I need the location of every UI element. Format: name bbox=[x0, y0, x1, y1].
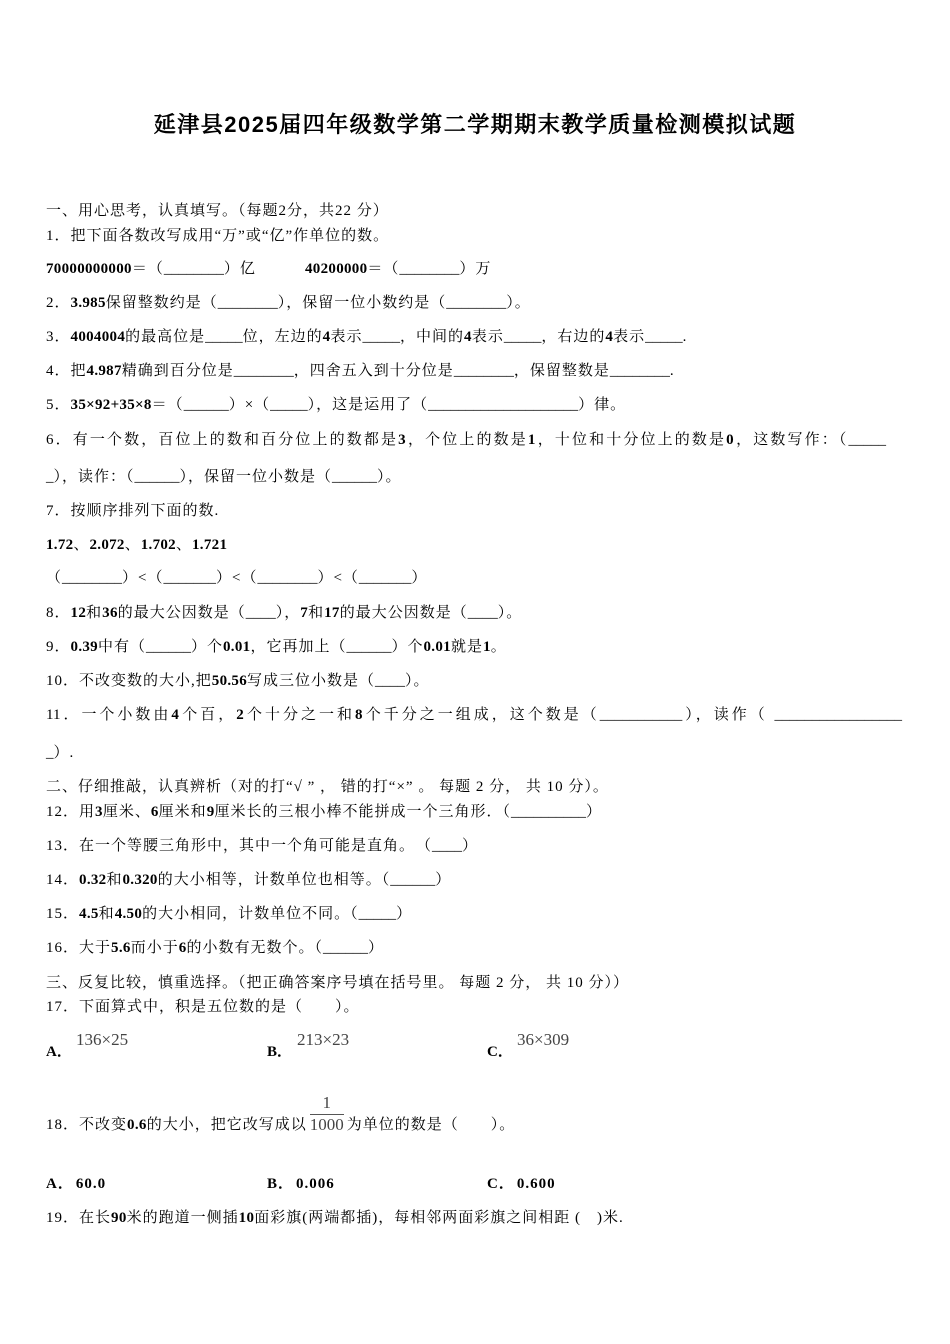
number-text: 1.702 bbox=[140, 537, 176, 553]
number-text: 0.320 bbox=[122, 872, 158, 888]
number-text: 8 bbox=[355, 707, 363, 723]
option-a-label: A． bbox=[46, 1176, 74, 1192]
number-text: 3 bbox=[398, 432, 406, 448]
question-14: 14．0.32和0.320的大小相等，计数单位也相等。（______） bbox=[46, 872, 452, 888]
answer-blank: _____ bbox=[270, 397, 308, 413]
question-18-option-a bbox=[46, 1174, 106, 1194]
number-text: 1.721 bbox=[192, 537, 228, 553]
number-text: 7 bbox=[300, 605, 309, 621]
answer-blank: ______ bbox=[332, 469, 378, 485]
answer-blank: ________ bbox=[257, 570, 318, 586]
answer-blank: ____ bbox=[467, 605, 498, 621]
question-9: 9．0.39中有（______）个0.01，它再加上（______）个0.01就是1。 bbox=[46, 639, 507, 655]
question-10: 10．不改变数的大小,把50.56写成三位小数是（____）。 bbox=[46, 673, 430, 689]
number-text: 40200000 bbox=[305, 261, 368, 277]
section-3-header: 三、反复比较，慎重选择。（把正确答案序号填在括号里。 每题 2 分， 共 10 分）） bbox=[46, 975, 630, 991]
number-text: 3.985 bbox=[70, 295, 106, 311]
answer-blank: ___________ bbox=[599, 707, 683, 723]
question-11-line-1: 11．一个小数由4个百，2个十分之一和8个千分之一组成，这个数是（___________），读作（ _________________ bbox=[46, 707, 902, 723]
question-12: 12．用3厘米、6厘米和9厘米长的三根小棒不能拼成一个三角形．（__________） bbox=[46, 804, 603, 820]
option-a-value: 60.0 bbox=[75, 1176, 107, 1192]
number-text: 4 bbox=[322, 329, 331, 345]
answer-blank: _____ bbox=[503, 329, 542, 345]
number-text: 4.50 bbox=[114, 906, 143, 922]
section-2-header: 二、仔细推敲，认真辨析（对的打“√ ” ， 错的打“×” 。 每题 2 分， 共 10 分）。 bbox=[46, 779, 609, 795]
number-text: 6 bbox=[178, 940, 187, 956]
question-18-option-b bbox=[267, 1174, 335, 1194]
number-text: 0.01 bbox=[423, 639, 451, 655]
number-text: 4 bbox=[171, 707, 180, 723]
answer-blank: ______ bbox=[390, 872, 436, 888]
option-b-formula: 213×23 bbox=[297, 1030, 350, 1049]
number-text: 1 bbox=[527, 432, 536, 448]
question-17-option-a bbox=[46, 1028, 246, 1064]
question-6-line-2: _），读作：（______），保留一位小数是（______）。 bbox=[46, 469, 402, 485]
option-b-label: B． bbox=[267, 1176, 295, 1192]
question-13: 13．在一个等腰三角形中，其中一个角可能是直角。 （____） bbox=[46, 838, 479, 854]
number-text: 2 bbox=[236, 707, 245, 723]
option-c-formula: 36×309 bbox=[517, 1030, 570, 1049]
option-a-label: A． bbox=[46, 1044, 72, 1060]
question-1-prompt: 1．把下面各数改写成用“万”或“亿”作单位的数。 bbox=[46, 228, 390, 244]
question-4: 4．把4.987精确到百分位是________，四舍五入到十分位是________，保留整数是________. bbox=[46, 363, 675, 379]
answer-blank: _ bbox=[46, 469, 54, 485]
number-text: 1.72 bbox=[46, 537, 74, 553]
question-18-prompt-before: 18．不改变0.6的大小，把它改写成以 bbox=[46, 1117, 307, 1133]
question-7-prompt: 7．按顺序排列下面的数. bbox=[46, 503, 220, 519]
answer-blank: ____ bbox=[375, 673, 406, 689]
option-b-label: B． bbox=[267, 1044, 293, 1060]
answer-blank: ________ bbox=[609, 363, 670, 379]
number-text: 17 bbox=[324, 605, 340, 621]
answer-blank: ________ bbox=[446, 295, 507, 311]
question-15: 15．4.5和4.50的大小相同，计数单位不同。（_____） bbox=[46, 906, 413, 922]
number-text: 4 bbox=[605, 329, 614, 345]
answer-blank: _____ bbox=[645, 329, 683, 345]
answer-blank: _____ bbox=[358, 906, 397, 922]
fraction-numerator: 1 bbox=[322, 1093, 331, 1112]
answer-blank: ______ bbox=[183, 397, 229, 413]
answer-blank: ________ bbox=[163, 261, 224, 277]
question-8: 8．12和36的最大公因数是（____），7和17的最大公因数是（____）。 bbox=[46, 605, 523, 621]
answer-blank: ______ bbox=[134, 469, 180, 485]
question-1-item-b: 40200000＝（________）万 bbox=[305, 261, 492, 277]
number-text: 2.072 bbox=[89, 537, 125, 553]
question-7-numbers: 1.72、2.072、1.702、1.721 bbox=[46, 537, 228, 553]
number-text: 35×92+35×8 bbox=[70, 397, 152, 413]
number-text: 6 bbox=[150, 804, 159, 820]
question-2: 2．3.985保留整数约是（________），保留一位小数约是（________）。 bbox=[46, 295, 531, 311]
answer-blank: ______ bbox=[145, 639, 191, 655]
answer-blank: _____ bbox=[848, 432, 886, 448]
question-11-line-2: _）. bbox=[46, 745, 75, 761]
number-text: 36 bbox=[102, 605, 118, 621]
answer-blank: ____________________ bbox=[428, 397, 579, 413]
option-c-label: C． bbox=[487, 1176, 515, 1192]
option-a-formula: 136×25 bbox=[76, 1030, 129, 1049]
question-16: 16．大于5.6而小于6的小数有无数个。（______） bbox=[46, 940, 385, 956]
number-text: 0.32 bbox=[79, 872, 107, 888]
question-5: 5．35×92+35×8＝（______）×（_____），这是运用了（____________________）律。 bbox=[46, 397, 627, 413]
question-7-order-blanks: （________）<（_______）<（________）<（_______） bbox=[46, 570, 428, 586]
number-text: 9 bbox=[206, 804, 215, 820]
question-19: 19．在长90米的跑道一侧插10面彩旗(两端都插)，每相邻两面彩旗之间相距 ( )米. bbox=[46, 1210, 624, 1226]
question-6-line-1: 6．有一个数，百位上的数和百分位上的数都是3，个位上的数是1，十位和十分位上的数是0，这数写作：（_____ bbox=[46, 432, 886, 448]
answer-blank: ____ bbox=[432, 838, 463, 854]
number-text: 4.5 bbox=[79, 906, 99, 922]
answer-blank: ________ bbox=[62, 570, 123, 586]
number-text: 3 bbox=[95, 804, 103, 820]
number-text: 0.01 bbox=[223, 639, 251, 655]
number-text: 0 bbox=[726, 432, 734, 448]
question-18-prompt-after: 为单位的数是（ ）。 bbox=[346, 1117, 516, 1133]
answer-blank: ________ bbox=[453, 363, 514, 379]
section-1-header: 一、用心思考，认真填写。（每题2分，共22 分） bbox=[46, 203, 389, 219]
option-b-value: 0.006 bbox=[296, 1176, 335, 1192]
number-text: 5.6 bbox=[111, 940, 131, 956]
number-text: 70000000000 bbox=[46, 261, 132, 277]
document-title: 延津县2025届四年级数学第二学期期末教学质量检测模拟试题 bbox=[153, 112, 797, 137]
answer-blank: _____ bbox=[205, 329, 243, 345]
question-18-prompt bbox=[46, 1083, 515, 1135]
question-17-option-c bbox=[487, 1028, 687, 1064]
answer-blank: _____ bbox=[362, 329, 400, 345]
answer-blank: ______ bbox=[323, 940, 369, 956]
number-text: 12 bbox=[70, 605, 87, 621]
question-1-item-a: 70000000000＝（________）亿 bbox=[46, 261, 256, 277]
question-18-option-c bbox=[487, 1174, 556, 1194]
fraction bbox=[309, 1092, 345, 1135]
option-c-value: 0.600 bbox=[516, 1176, 556, 1192]
question-17-prompt: 17．下面算式中，积是五位数的是（ ）。 bbox=[46, 999, 360, 1015]
number-text: 0.39 bbox=[70, 639, 98, 655]
answer-blank: ________ bbox=[217, 295, 278, 311]
number-text: 4 bbox=[464, 329, 472, 345]
answer-blank: ______ bbox=[346, 639, 392, 655]
answer-blank: ________ bbox=[399, 261, 460, 277]
number-text: 4004004 bbox=[70, 329, 126, 345]
number-text: 1 bbox=[482, 639, 491, 655]
number-text: 10 bbox=[238, 1210, 255, 1226]
number-text: 0.6 bbox=[127, 1117, 147, 1133]
answer-blank: ____ bbox=[245, 605, 276, 621]
answer-blank: _ bbox=[46, 745, 54, 761]
question-17-option-b bbox=[267, 1028, 467, 1064]
number-text: 50.56 bbox=[211, 673, 248, 689]
answer-blank: ________ bbox=[233, 363, 294, 379]
question-3: 3．4004004的最高位是_____位，左边的4表示_____，中间的4表示_____，右边的4表示_____. bbox=[46, 329, 688, 345]
number-text: 90 bbox=[111, 1210, 127, 1226]
answer-blank: _______ bbox=[163, 570, 216, 586]
answer-blank: _______ bbox=[358, 570, 412, 586]
number-text: 4.987 bbox=[86, 363, 122, 379]
fraction-denominator: 1000 bbox=[309, 1115, 344, 1134]
answer-blank: __________ bbox=[511, 804, 587, 820]
answer-blank: _________________ bbox=[774, 707, 902, 723]
option-c-label: C． bbox=[487, 1044, 513, 1060]
